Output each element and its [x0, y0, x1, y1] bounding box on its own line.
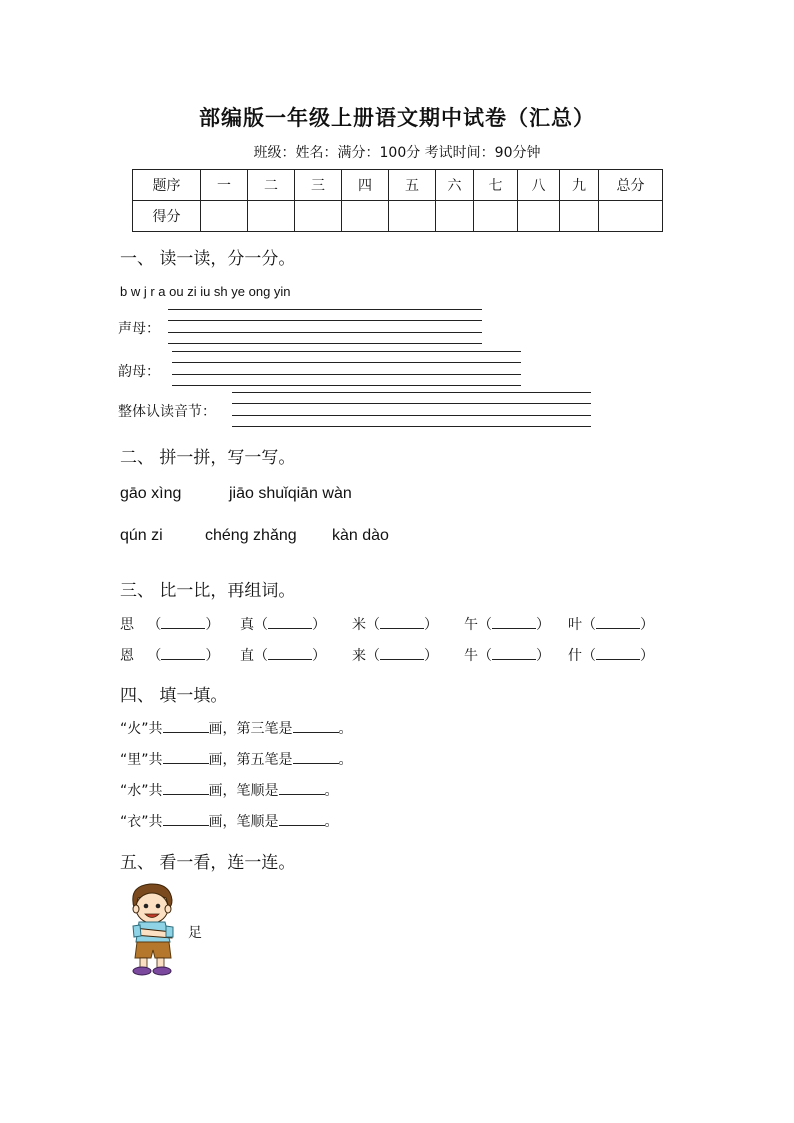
pinyin-item: gāo xìng: [120, 485, 182, 502]
answer-blank[interactable]: [492, 645, 536, 660]
word-pair: 恩 （ ）: [120, 645, 219, 665]
word-pair: 米（ ）: [352, 614, 438, 634]
answer-line[interactable]: [168, 309, 482, 310]
word-pair: 午（ ）: [464, 614, 550, 634]
score-cell[interactable]: [518, 201, 560, 232]
word-pair: 叶（ ）: [568, 614, 654, 634]
answer-line[interactable]: [168, 332, 482, 333]
answer-blank[interactable]: [161, 645, 205, 660]
answer-blank[interactable]: [161, 614, 205, 629]
header-cell: 二: [248, 170, 295, 201]
answer-line[interactable]: [232, 426, 591, 427]
page-title: 部编版一年级上册语文期中试卷（汇总）: [199, 105, 595, 130]
fill-line: “里”共 画，第五笔是 。: [120, 749, 353, 769]
answer-blank[interactable]: [293, 749, 339, 764]
shengmu-label: 声母：: [118, 321, 160, 337]
header-cell: 七: [474, 170, 518, 201]
yunmu-label: 韵母：: [118, 364, 160, 380]
score-cell[interactable]: [389, 201, 436, 232]
word-pair: 来（ ）: [352, 645, 438, 665]
answer-blank[interactable]: [596, 614, 640, 629]
answer-line[interactable]: [232, 392, 591, 393]
answer-blank[interactable]: [596, 645, 640, 660]
exam-info: 班级：姓名：满分：100分 考试时间：90分钟: [253, 145, 541, 161]
score-cell[interactable]: [474, 201, 518, 232]
answer-blank[interactable]: [380, 645, 424, 660]
answer-line[interactable]: [172, 374, 521, 375]
fill-line: “火”共 画，第三笔是 。: [120, 718, 353, 738]
header-cell: 九: [560, 170, 599, 201]
answer-blank[interactable]: [268, 614, 312, 629]
score-table: [132, 169, 663, 232]
answer-line[interactable]: [168, 343, 482, 344]
pinyin-item: qún zi: [120, 527, 163, 544]
header-cell: 四: [342, 170, 389, 201]
answer-blank[interactable]: [163, 780, 209, 795]
answer-blank[interactable]: [293, 718, 339, 733]
pinyin-item: kàn dào: [332, 527, 389, 544]
answer-blank[interactable]: [163, 811, 209, 826]
word-pair: 什（ ）: [568, 645, 654, 665]
fill-line: “衣”共 画，笔顺是 。: [120, 811, 339, 831]
header-cell: 总分: [599, 170, 663, 201]
score-cell[interactable]: [248, 201, 295, 232]
section5-heading: 五、 看一看，连一连。: [120, 853, 296, 873]
letters-list: b w j r a ou zi iu sh ye ong yin: [120, 284, 291, 299]
answer-line[interactable]: [168, 320, 482, 321]
answer-line[interactable]: [172, 362, 521, 363]
score-cell[interactable]: [295, 201, 342, 232]
section1-heading: 一、 读一读，分一分。: [120, 249, 296, 269]
answer-blank[interactable]: [492, 614, 536, 629]
score-cell[interactable]: [560, 201, 599, 232]
header-cell: 八: [518, 170, 560, 201]
header-cell: 一: [201, 170, 248, 201]
answer-blank[interactable]: [163, 718, 209, 733]
header-cell: 五: [389, 170, 436, 201]
score-cell[interactable]: [436, 201, 474, 232]
answer-blank[interactable]: [163, 749, 209, 764]
score-cell[interactable]: [201, 201, 248, 232]
zhengti-label: 整体认读音节：: [118, 404, 216, 420]
header-cell: 三: [295, 170, 342, 201]
answer-line[interactable]: [172, 351, 521, 352]
section4-heading: 四、 填一填。: [120, 686, 228, 706]
word-pair: 直（ ）: [240, 645, 326, 665]
fill-line: “水”共 画，笔顺是 。: [120, 780, 339, 800]
score-cell[interactable]: [599, 201, 663, 232]
section3-heading: 三、 比一比，再组词。: [120, 581, 296, 601]
answer-line[interactable]: [232, 403, 591, 404]
header-cell: 题序: [133, 170, 201, 201]
answer-blank[interactable]: [380, 614, 424, 629]
word-pair: 思 （ ）: [120, 614, 219, 634]
score-table-score-row: [133, 201, 663, 232]
answer-blank[interactable]: [279, 811, 325, 826]
section2-heading: 二、 拼一拼，写一写。: [120, 448, 296, 468]
match-word[interactable]: 足: [188, 925, 202, 941]
answer-blank[interactable]: [268, 645, 312, 660]
row-label: 得分: [133, 201, 201, 232]
header-cell: 六: [436, 170, 474, 201]
score-table-header-row: [133, 170, 663, 201]
score-cell[interactable]: [342, 201, 389, 232]
word-pair: 牛（ ）: [464, 645, 550, 665]
word-pair: 真（ ）: [240, 614, 326, 634]
answer-line[interactable]: [232, 415, 591, 416]
pinyin-item: chéng zhǎng: [205, 527, 297, 544]
answer-blank[interactable]: [279, 780, 325, 795]
pinyin-item: jiāo shuǐqiān wàn: [229, 485, 352, 502]
boy-illustration: [126, 880, 184, 978]
answer-line[interactable]: [172, 385, 521, 386]
